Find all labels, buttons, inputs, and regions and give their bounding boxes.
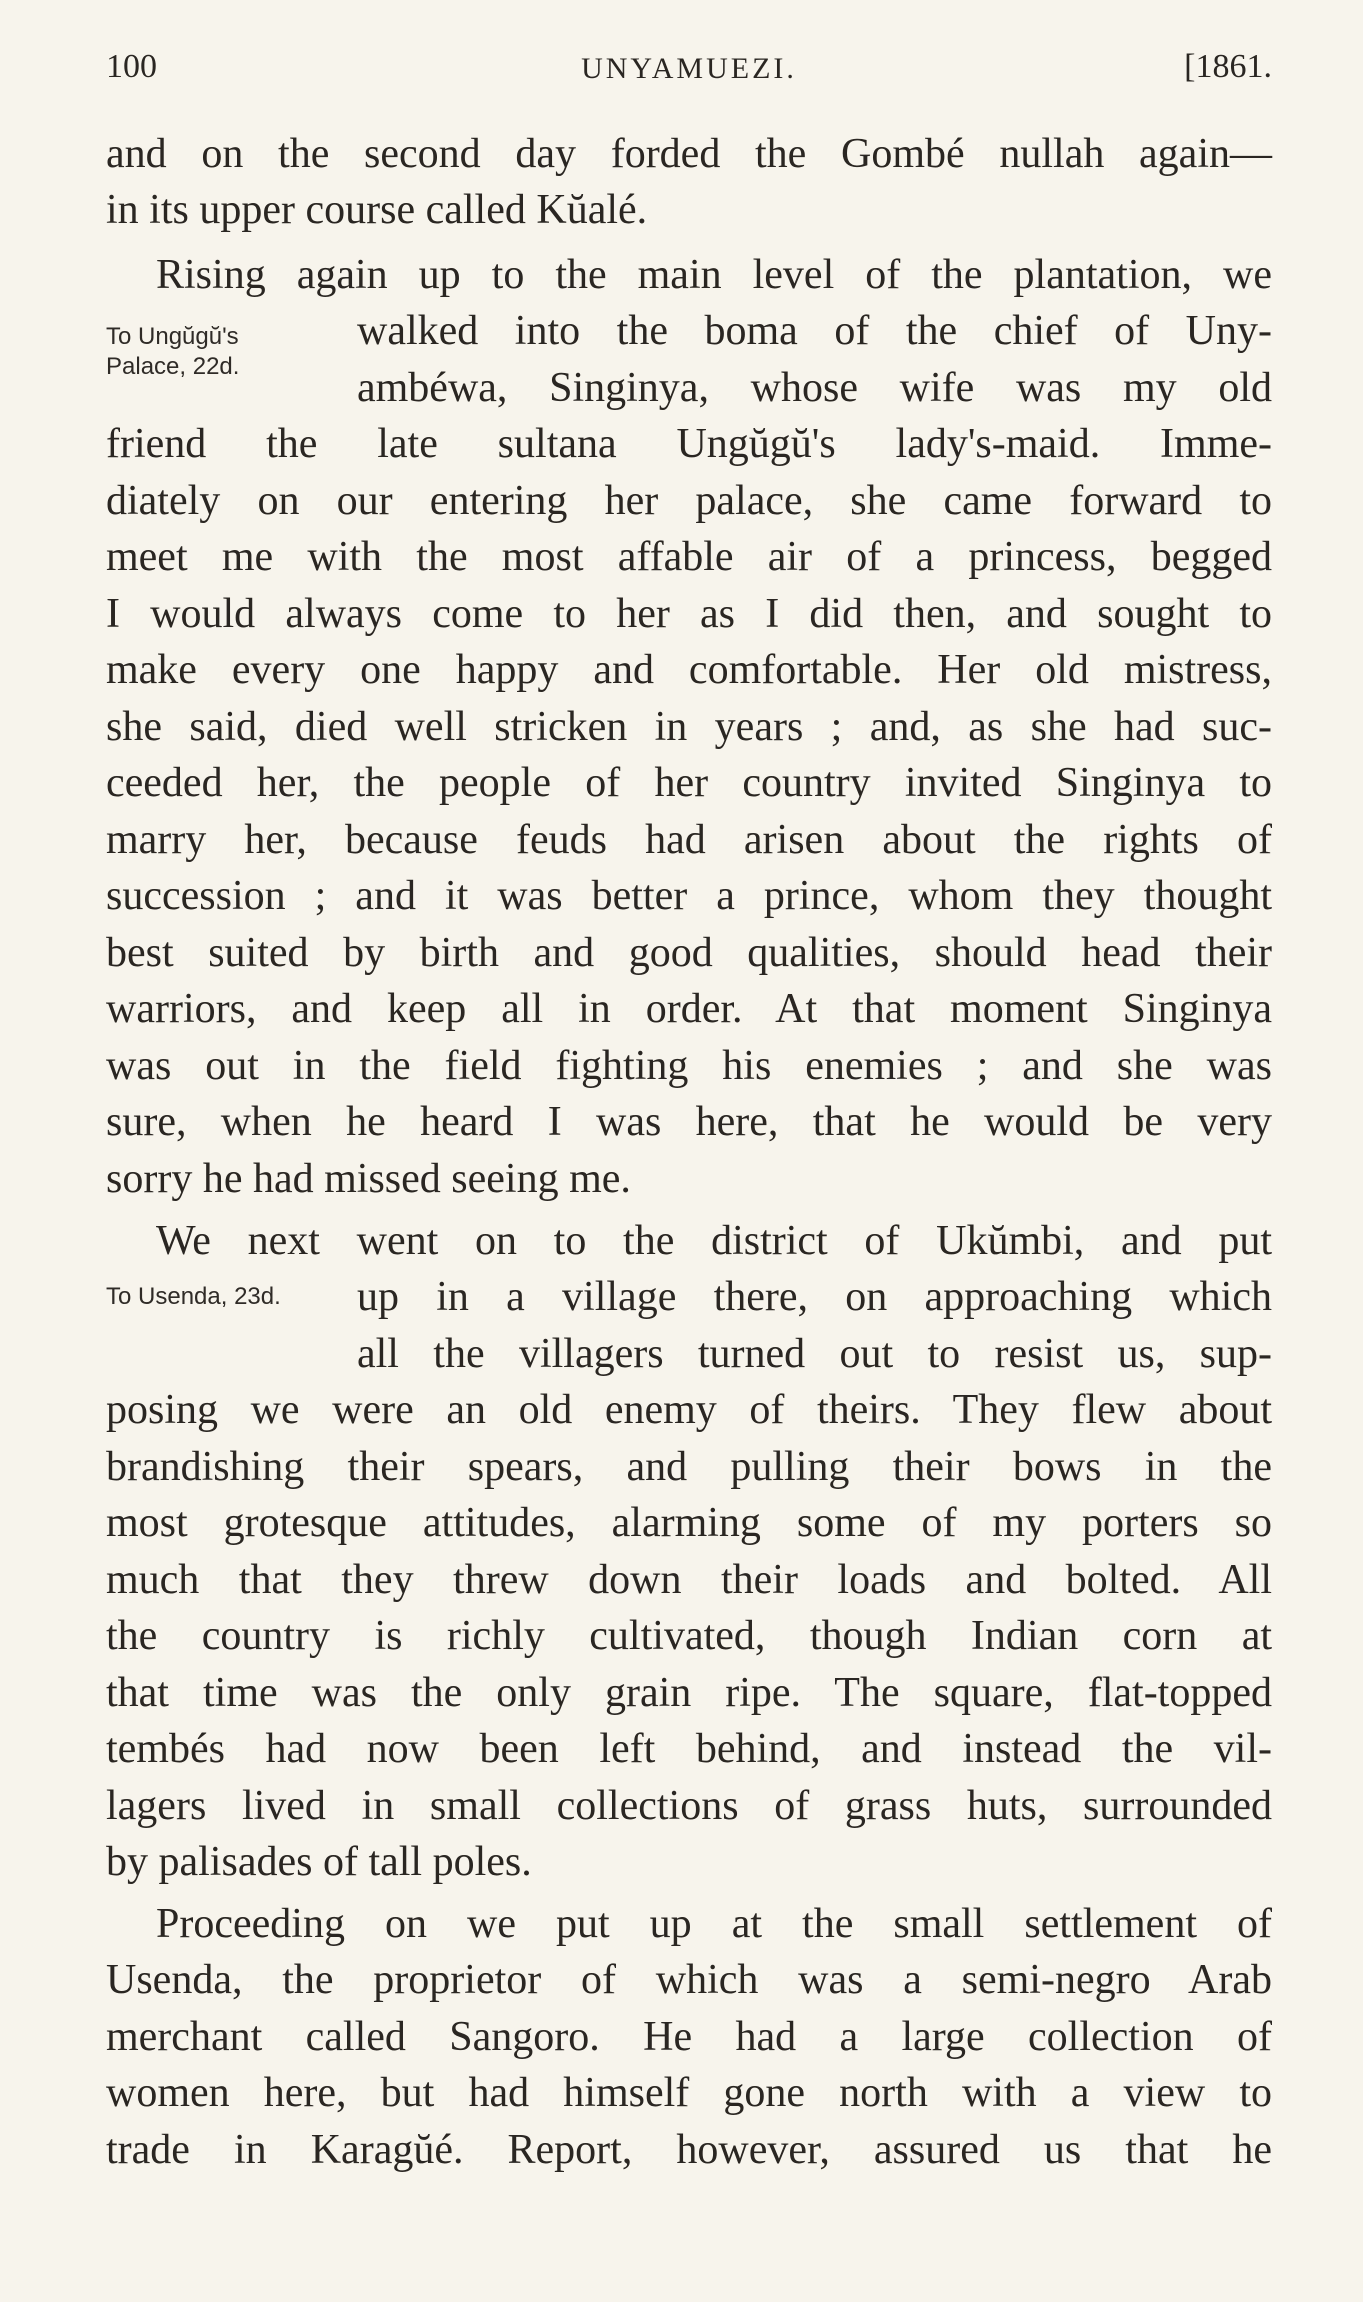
text-line: marry her, because feuds had arisen about the rights of bbox=[106, 817, 1272, 863]
text-line: and on the second day forded the Gombé nullah again— bbox=[106, 131, 1272, 177]
text-line: up in a village there, on approaching which bbox=[357, 1274, 1272, 1320]
text-line: lagers lived in small collections of grass huts, surrounded bbox=[106, 1783, 1272, 1829]
text-line: all the villagers turned out to resist us, sup- bbox=[357, 1331, 1272, 1377]
text-line: by palisades of tall poles. bbox=[106, 1839, 532, 1885]
text-line: she said, died well stricken in years ; and, as she had suc- bbox=[106, 704, 1272, 750]
text-line: walked into the boma of the chief of Uny- bbox=[357, 308, 1272, 354]
text-line: I would always come to her as I did then, and sought to bbox=[106, 591, 1272, 637]
text-line: posing we were an old enemy of theirs. They flew about bbox=[106, 1387, 1272, 1433]
text-line: warriors, and keep all in order. At that moment Singinya bbox=[106, 986, 1272, 1032]
text-line: diately on our entering her palace, she came forward to bbox=[106, 478, 1272, 524]
text-line: was out in the field fighting his enemies ; and she was bbox=[106, 1043, 1272, 1089]
text-line: the country is richly cultivated, though Indian corn at bbox=[106, 1613, 1272, 1659]
text-line: that time was the only grain ripe. The square, flat-topped bbox=[106, 1670, 1272, 1716]
page-header bbox=[106, 48, 1272, 88]
margin-note-palace-line2: Palace, 22d. bbox=[106, 353, 240, 380]
text-line: most grotesque attitudes, alarming some of my porters so bbox=[106, 1500, 1272, 1546]
text-line: sure, when he heard I was here, that he would be very bbox=[106, 1099, 1272, 1145]
header-year: [1861. bbox=[1184, 48, 1272, 85]
text-line: brandishing their spears, and pulling their bows in the bbox=[106, 1444, 1272, 1490]
text-line: ceeded her, the people of her country invited Singinya to bbox=[106, 760, 1272, 806]
text-line: meet me with the most affable air of a princess, begged bbox=[106, 534, 1272, 580]
text-line: Proceeding on we put up at the small settlement of bbox=[156, 1901, 1272, 1947]
page-number: 100 bbox=[106, 48, 157, 85]
running-title: UNYAMUEZI. bbox=[581, 52, 797, 85]
text-line: friend the late sultana Ungŭgŭ's lady's-maid. Imme- bbox=[106, 421, 1272, 467]
text-line: Rising again up to the main level of the plantation, we bbox=[156, 252, 1272, 298]
text-line: ambéwa, Singinya, whose wife was my old bbox=[357, 365, 1272, 411]
text-line: sorry he had missed seeing me. bbox=[106, 1156, 631, 1202]
text-line: women here, but had himself gone north with a view to bbox=[106, 2070, 1272, 2116]
text-line: in its upper course called Kŭalé. bbox=[106, 187, 648, 233]
text-line: merchant called Sangoro. He had a large collection of bbox=[106, 2014, 1272, 2060]
text-line: succession ; and it was better a prince, whom they thought bbox=[106, 873, 1272, 919]
margin-note-usenda: To Usenda, 23d. bbox=[106, 1283, 281, 1310]
text-line: much that they threw down their loads and bolted. All bbox=[106, 1557, 1272, 1603]
margin-note-palace-line1: To Ungŭgŭ's bbox=[106, 323, 239, 350]
text-line: Usenda, the proprietor of which was a semi-negro Arab bbox=[106, 1957, 1272, 2003]
text-line: best suited by birth and good qualities, should head their bbox=[106, 930, 1272, 976]
text-line: We next went on to the district of Ukŭmbi, and put bbox=[156, 1218, 1272, 1264]
text-line: trade in Karagŭé. Report, however, assured us that he bbox=[106, 2127, 1272, 2173]
text-line: make every one happy and comfortable. Her old mistress, bbox=[106, 647, 1272, 693]
text-line: tembés had now been left behind, and instead the vil- bbox=[106, 1726, 1272, 1772]
